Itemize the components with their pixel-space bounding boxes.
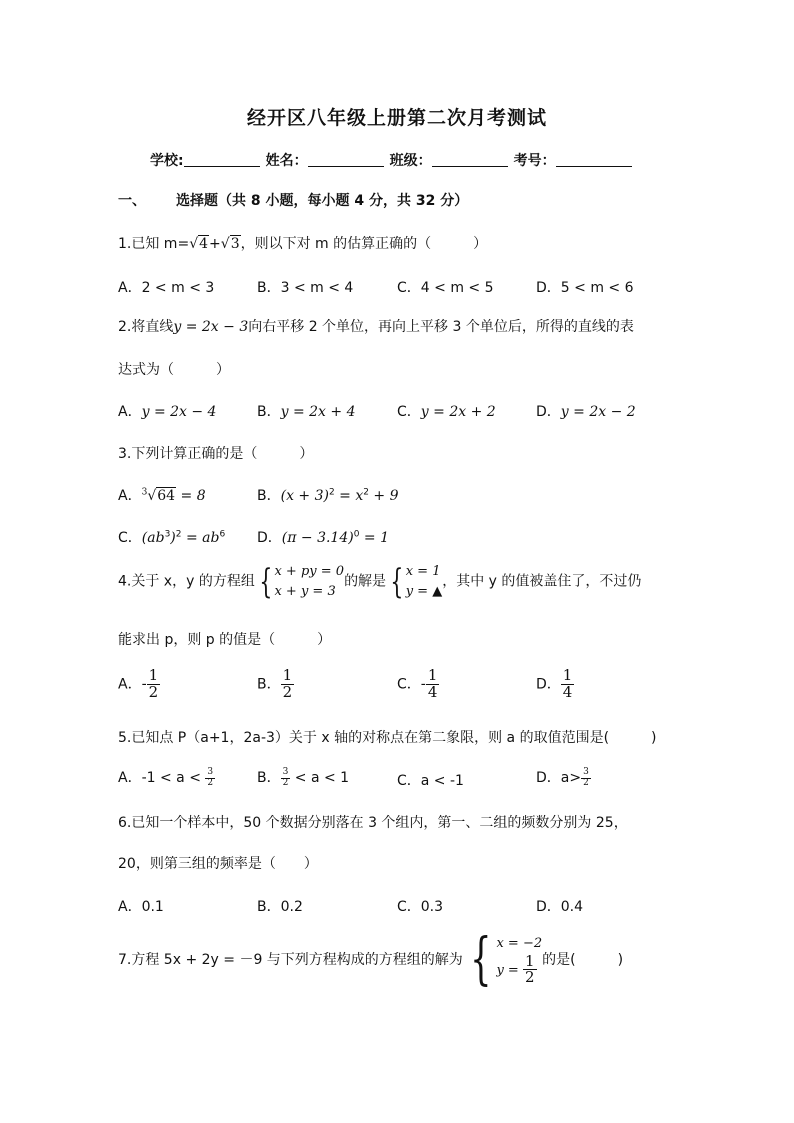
question-6-line1: 6.已知一个样本中，50 个数据分别落在 3 个组内，第一、二组的频数分别为 25， (118, 815, 628, 831)
q3-d-rhs: = 1 (359, 530, 389, 546)
q1-option-d: D．5 < m < 6 (536, 280, 634, 296)
q1-rad1: 4 (199, 236, 209, 252)
q2-prefix: 2.将直线 (118, 319, 174, 335)
q2-d-eq: y = 2x − 2 (560, 404, 636, 420)
q5-option-b (257, 767, 349, 788)
question-2-stem (118, 316, 634, 336)
q5-d-den: 2 (583, 777, 589, 788)
q3-b-exp: 2 (328, 487, 335, 498)
q1-prefix: 1.已知 m= (118, 236, 190, 252)
q7-den: 2 (524, 968, 535, 987)
q5-option-a (118, 767, 215, 788)
q2-equation: y = 2x − 3 (173, 319, 249, 335)
q4-mid: 的解是 (344, 573, 387, 590)
q2-option-d (536, 401, 636, 421)
q6-option-a: A．0.1 (118, 899, 164, 915)
q5-b-label: B． (257, 770, 281, 786)
q5-option-d (536, 767, 591, 788)
school-blank (184, 150, 260, 167)
q3-d-label: D． (257, 530, 282, 546)
q4-d-num: 1 (562, 666, 573, 684)
brace-icon: { (390, 561, 404, 602)
equation-system-1 (255, 562, 344, 601)
question-2-line2: 达式为（ ） (118, 362, 230, 378)
q4-b-fraction (281, 668, 295, 701)
q2-option-a (118, 401, 216, 421)
q4-option-d (536, 668, 574, 701)
q3-option-b (257, 485, 399, 505)
q4-sys1-line2: x + y = 3 (274, 583, 336, 599)
brace-icon: { (469, 927, 492, 992)
q5-a-text: A．-1 < a < (118, 770, 206, 786)
q3-option-a (118, 485, 206, 505)
q5-b-fraction (281, 768, 291, 788)
q2-d-label: D． (536, 404, 561, 420)
q4-b-label: B． (257, 676, 281, 693)
student-info-row (150, 150, 638, 170)
q6-option-c: C．0.3 (397, 899, 444, 915)
section-heading (118, 190, 468, 210)
q5-d-fraction (581, 768, 591, 788)
q2-c-eq: y = 2x + 2 (420, 404, 496, 420)
q4-sys2-line1: x = 1 (405, 564, 441, 579)
section-label: 选择题（共 8 小题，每小题 4 分，共 32 分） (176, 193, 469, 209)
q4-a-fraction (147, 668, 161, 701)
q3-d-exp: 0 (353, 529, 360, 540)
q2-c-label: C． (397, 404, 421, 420)
q3-a-rhs: = 8 (176, 488, 206, 504)
q5-b-den: 2 (282, 777, 289, 788)
q5-b-num: 3 (282, 767, 289, 778)
q7-prefix: 7.方程 5x + 2y = －9 与下列方程构成的方程组的解为 (118, 952, 463, 968)
q7-num: 1 (524, 951, 535, 970)
q4-b-num: 1 (282, 666, 293, 684)
brace-icon: { (259, 561, 273, 602)
q3-c-eq: = ab (181, 530, 220, 546)
q4-d-fraction (561, 668, 575, 701)
q7-fraction (523, 951, 537, 987)
q1-option-b: B．3 < m < 4 (257, 280, 354, 296)
cube-root: $^3$√64 (141, 487, 176, 504)
q1-option-a: A．2 < m < 3 (118, 280, 215, 296)
exam-no-label: 考号： (513, 153, 556, 169)
q3-c-exp3: 6 (219, 529, 226, 540)
q3-c-label: C． (118, 530, 142, 546)
q4-d-label: D． (536, 676, 561, 693)
q4-a-label: A．- (118, 676, 147, 693)
q3-a-index: 3 (141, 487, 148, 498)
q1-option-c: C．4 < m < 5 (397, 280, 494, 296)
q4-c-num: 1 (427, 666, 438, 684)
q7-solution-system (463, 927, 543, 992)
q7-sys-line1: x = −2 (496, 936, 543, 951)
q3-b-label: B． (257, 488, 281, 504)
q4-b-den: 2 (282, 682, 293, 701)
q5-a-fraction (205, 768, 215, 788)
q2-option-c (397, 401, 496, 421)
q3-c-mid: ) (170, 530, 176, 546)
question-7-stem (118, 927, 624, 992)
q5-d-num: 3 (583, 767, 589, 778)
q3-b-rhs: + 9 (368, 488, 399, 504)
q3-d-lhs: (π − 3.14) (281, 530, 354, 546)
class-label: 班级： (389, 153, 432, 169)
q6-option-b: B．0.2 (257, 899, 303, 915)
exam-no-blank (556, 150, 632, 167)
q5-a-num: 3 (207, 767, 214, 778)
q1-rad2: 3 (230, 236, 240, 252)
q2-b-label: B． (257, 404, 281, 420)
q3-c-exp2: 2 (175, 529, 182, 540)
q2-b-eq: y = 2x + 4 (280, 404, 356, 420)
q7-sys-line2-lhs: y = (496, 962, 523, 978)
class-blank (432, 150, 508, 167)
q3-option-d (257, 527, 389, 547)
q4-sys1-line1: x + py = 0 (274, 564, 345, 579)
q3-a-rad: 64 (157, 488, 176, 504)
q1-plus: + (209, 236, 221, 252)
q5-d-text: D．a> (536, 770, 582, 786)
solution-system (386, 562, 442, 601)
q6-option-d: D．0.4 (536, 899, 584, 915)
q3-b-lhs: (x + 3) (280, 488, 329, 504)
q3-b-mid: = x (334, 488, 364, 504)
q5-b-text: < a < 1 (290, 770, 350, 786)
question-1-stem (118, 233, 487, 253)
page-title: 经开区八年级上册第二次月考测试 (246, 107, 547, 129)
q2-suffix: 向右平移 2 个单位，再向上平移 3 个单位后，所得的直线的表 (248, 319, 634, 335)
school-label: 学校: (150, 153, 184, 169)
q3-b-exp2: 2 (363, 487, 369, 498)
q7-suffix: 的是( ) (542, 952, 624, 968)
name-blank (308, 150, 384, 167)
q5-option-c: C．a < -1 (397, 773, 464, 789)
q2-option-b (257, 401, 356, 421)
section-number: 一、 (118, 193, 146, 209)
q4-option-a (118, 668, 160, 701)
q7-sys-line2 (496, 951, 542, 987)
q4-c-label: C．- (397, 676, 426, 693)
q4-sys2-line2: y = ▲ (405, 583, 443, 599)
question-6-line2: 20，则第三组的频率是（ ） (118, 856, 318, 872)
q3-c-exp1: 3 (164, 529, 171, 540)
question-4-line2: 能求出 p，则 p 的值是（ ） (118, 632, 332, 648)
q3-a-label: A． (118, 488, 142, 504)
q4-d-den: 4 (562, 682, 573, 701)
sqrt-4: √4 (189, 236, 209, 252)
q4-option-b (257, 668, 294, 701)
q2-a-eq: y = 2x − 4 (141, 404, 217, 420)
question-5-stem: 5.已知点 P（a+1，2a-3）关于 x 轴的对称点在第二象限，则 a 的取值范围是( ) (118, 730, 657, 746)
question-4-stem (118, 562, 641, 601)
q4-suffix: ，其中 y 的值被盖住了，不过仍 (442, 573, 642, 590)
q4-c-den: 4 (427, 682, 438, 701)
q3-c-lhs: (ab (141, 530, 165, 546)
q4-c-fraction (426, 668, 440, 701)
q5-a-den: 2 (207, 777, 214, 788)
q3-option-c (118, 527, 225, 547)
question-3-stem: 3.下列计算正确的是（ ） (118, 446, 314, 462)
q4-prefix: 4.关于 x，y 的方程组 (118, 573, 255, 590)
q2-a-label: A． (118, 404, 142, 420)
q1-suffix: ，则以下对 m 的估算正确的（ ） (240, 236, 488, 252)
q4-a-num: 1 (148, 666, 159, 684)
q4-a-den: 2 (148, 682, 159, 701)
q4-option-c (397, 668, 439, 701)
sqrt-3: √3 (220, 236, 240, 252)
name-label: 姓名： (265, 153, 308, 169)
